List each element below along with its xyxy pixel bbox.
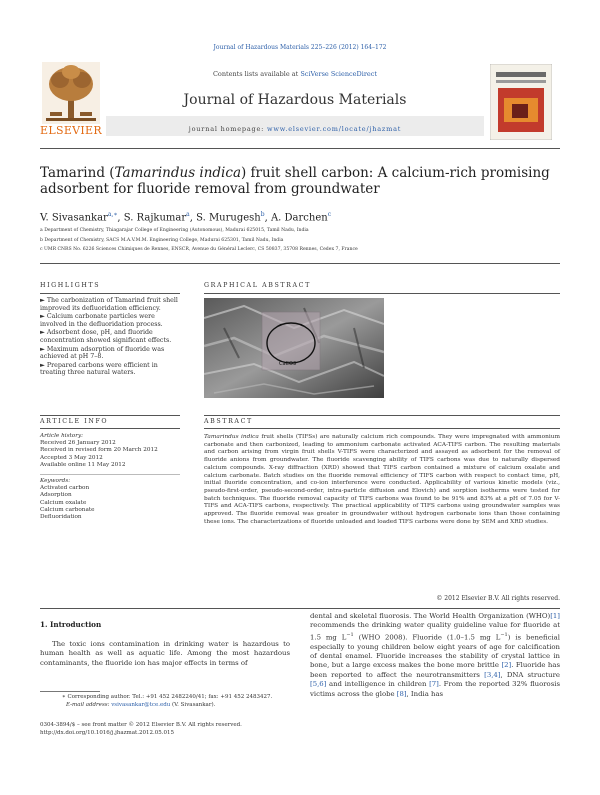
abstract-text xyxy=(204,434,560,526)
citation-link[interactable]: [1] xyxy=(550,612,560,620)
citation-link[interactable]: [2] xyxy=(501,661,512,670)
author-affiliation-marker[interactable]: a,∗ xyxy=(107,211,118,218)
introduction-left-column: The toxic ions contamination in drinking water is hazardous to human health as well as aquatic life. Among the most hazardous contaminants, the fluoride ion has major effects in terms of xyxy=(40,640,290,667)
abstract-body: fruit shells (TIFSs) are naturally calcium rich compounds. They were impregnated with ammonium carbonate and then carbonized, leading to ammonium carbonate activated ACA-TIFS carbon. The resulting materials and carbon arising from virgin fruit shells V-TIFS were characterized and assayed as adsorbent for the removal of fluoride anions from groundwater. The fluoride scavenging ability of TIFS carbons was due to naturally dispersed calcium compounds. X-ray diffraction (XRD) showed that TIFS carbon contained a mixture of calcium oxalate and calcium carbonate. Batch studies on the fluoride removal efficiency of TIFS carbon with respect to contact time, pH, initial fluoride concentration, and co-ion interference were conducted. Applicability of various kinetic models (viz., pseudo-first-order, pseudo-second-order, intra-particle diffusion and Elovich) and sorption isotherms were tested for batch techniques. The fluoride removal capacity of TIFS carbons was found to be 91% and 83% at a pH of 7.05 for V-TIFS and ACA-TIFS carbons, respectively. The practical applicability of TIFS carbons using groundwater samples was approved. The fluoride removal was greater in groundwater without hydrogen carbonate ions than those containing these ions. The characterizations of fluoride unloaded and loaded TIFS carbons were done by SEM and XRD studies. xyxy=(204,434,560,525)
email-label: E-mail address: xyxy=(66,702,112,708)
author-name[interactable]: A. Darchen xyxy=(270,212,328,224)
title-part-2: ) fruit shell carbon: A calcium-rich promising adsorbent for fluoride removal from groundwater xyxy=(40,165,550,197)
article-title xyxy=(40,165,560,197)
abstract-rule xyxy=(204,428,560,429)
email-link[interactable]: vsivasankar@tce.edu xyxy=(111,702,171,708)
article-info-heading: ARTICLE INFO xyxy=(40,418,109,425)
doi-link[interactable]: http://dx.doi.org/10.1016/j.jhazmat.2012.05.015 xyxy=(40,730,174,736)
keyword: Adsorption xyxy=(40,492,72,499)
citation-link[interactable]: [3,4] xyxy=(484,670,501,679)
homepage-prefix: journal homepage: xyxy=(188,125,268,133)
highlight-item: ► Prepared carbons were efficient in treating three natural waters. xyxy=(40,361,158,377)
contents-line xyxy=(110,70,480,78)
copyright-notice: © 2012 Elsevier B.V. All rights reserved. xyxy=(436,595,560,602)
history-entry: Accepted 3 May 2012 xyxy=(40,454,103,461)
introduction-right-column xyxy=(310,612,560,699)
journal-reference[interactable]: Journal of Hazardous Materials 225–226 (2012) 164–172 xyxy=(213,44,387,51)
affiliation: b Department of Chemistry, SACS M.A.V.M.M. Engineering College, Madurai 625301, Tamil Nadu, India xyxy=(40,238,284,243)
title-species-name: Tamarindus indica xyxy=(114,165,241,181)
sem-micrograph[interactable] xyxy=(204,298,384,398)
keywords-label: Keywords: xyxy=(40,478,71,484)
email-note xyxy=(66,702,296,709)
contents-prefix: Contents lists available at xyxy=(212,70,301,78)
keywords-rule xyxy=(40,474,180,475)
affiliation-rule xyxy=(40,263,560,264)
abstract-top-rule xyxy=(204,415,560,416)
article-history xyxy=(40,433,180,469)
abstract-species-name: Tamarindus indica xyxy=(204,434,259,440)
author-name[interactable]: V. Sivasankar xyxy=(40,212,108,224)
intro-text: . Fluoride has been reported to affect the neurotransmitters xyxy=(310,661,560,679)
journal-title: Journal of Hazardous Materials xyxy=(183,92,407,108)
highlight-item: ► The carbonization of Tamarind fruit shell improved its defluoridation efficiency. xyxy=(40,297,178,312)
intro-text: . From the reported 32% fluorosis victims across the globe xyxy=(310,680,560,698)
intro-text: , DNA structure xyxy=(500,670,560,679)
abstract-heading: ABSTRACT xyxy=(204,418,253,425)
author-list: V. Sivasankar$^{a,∗}$, S. Rajkumar$^a$, S. Murugesh$^b$, A. Darchen$^c$ xyxy=(40,211,332,224)
keyword: Activated carbon xyxy=(40,485,90,492)
masthead-rule xyxy=(40,148,560,149)
author-name[interactable]: S. Murugesh xyxy=(196,212,261,224)
author-affiliation-marker[interactable]: a xyxy=(186,211,190,218)
graphical-abstract-heading: GRAPHICAL ABSTRACT xyxy=(204,282,311,289)
article-info-top-rule xyxy=(40,415,180,416)
graphical-abstract-rule xyxy=(204,293,560,294)
intro-text: ) is beneficial especially to young children below eight years of age for calcification of dental enamel. Fluoride increases the stability of crystal lattice in bone, but a large excess makes the bone more brittle xyxy=(310,633,560,670)
intro-text: and intelligence in children xyxy=(326,680,430,689)
journal-homepage-link[interactable]: www.elsevier.com/locate/jhazmat xyxy=(267,125,402,133)
keyword: Defluoridation xyxy=(40,514,82,521)
issn-line: 0304-3894/$ – see front matter © 2012 Elsevier B.V. All rights reserved. xyxy=(40,722,242,728)
highlight-item: ► Adsorbent dose, pH, and fluoride concentration showed significant effects. xyxy=(40,329,172,344)
title-part-1: Tamarind ( xyxy=(40,165,115,181)
unit-exponent: −1 xyxy=(346,631,354,638)
highlights-list xyxy=(40,297,178,377)
elsevier-tree-logo xyxy=(42,62,100,124)
author-affiliation-marker[interactable]: b xyxy=(260,211,265,218)
publisher-wordmark: ELSEVIER xyxy=(40,124,102,137)
history-label: Article history: xyxy=(40,433,84,439)
unit-exponent: −1 xyxy=(500,631,508,638)
introduction-heading: 1. Introduction xyxy=(40,620,102,629)
article-info-rule xyxy=(40,428,180,429)
highlights-heading: HIGHLIGHTS xyxy=(40,282,101,289)
footnote-rule xyxy=(40,691,100,692)
keyword: Calcium oxalate xyxy=(40,499,87,506)
journal-cover-thumbnail xyxy=(490,64,552,140)
journal-homepage-line xyxy=(110,125,480,133)
intro-text: , India has xyxy=(406,689,444,698)
highlight-item: ► Calcium carbonate particles were involved in the defluoridation process. xyxy=(40,313,163,328)
citation-link[interactable]: [7] xyxy=(429,680,439,689)
intro-text: recommends the drinking water quality guideline value for fluoride at 1.5 mg L xyxy=(310,621,560,642)
sciencedirect-link[interactable]: SciVerse ScienceDirect xyxy=(300,70,378,78)
history-entry: Received in revised form 20 March 2012 xyxy=(40,447,158,454)
author-affiliation-marker[interactable]: c xyxy=(327,211,332,218)
intro-text: (WHO 2008). Fluoride (1.0–1.5 mg L xyxy=(353,633,501,642)
email-suffix: (V. Sivasankar). xyxy=(170,702,216,708)
citation-link[interactable]: [8] xyxy=(396,689,407,698)
corresponding-author-note: ∗ Corresponding author. Tel.: +91 452 2482240/41; fax: +91 452 2483427. xyxy=(62,694,273,700)
citation-link[interactable]: [5,6] xyxy=(310,680,327,689)
intro-text: dental and skeletal fluorosis. The World Health Organization (WHO) xyxy=(310,612,551,620)
highlights-rule xyxy=(40,293,180,294)
keywords-block xyxy=(40,478,180,521)
affiliation: a Department of Chemistry, Thiagarajar College of Engineering (Autonomous), Madurai 625015, Tamil Nadu, India xyxy=(40,228,309,233)
front-matter-bottom-rule xyxy=(40,608,560,609)
history-entry: Available online 11 May 2012 xyxy=(40,461,126,468)
ga-label: CaCO3 xyxy=(279,361,297,367)
history-entry: Received 26 January 2012 xyxy=(40,440,116,447)
keyword: Calcium carbonate xyxy=(40,506,95,513)
author-name[interactable]: S. Rajkumar xyxy=(123,212,187,224)
highlight-item: ► Maximum adsorption of fluoride was achieved at pH 7–8. xyxy=(40,345,165,361)
affiliation: c UMR CNRS No. 6226 Sciences Chimiques de Rennes, ENSCR, Avenue du Général Leclerc, CS 50837, 35708 Rennes, Cedex 7, France xyxy=(40,247,358,252)
